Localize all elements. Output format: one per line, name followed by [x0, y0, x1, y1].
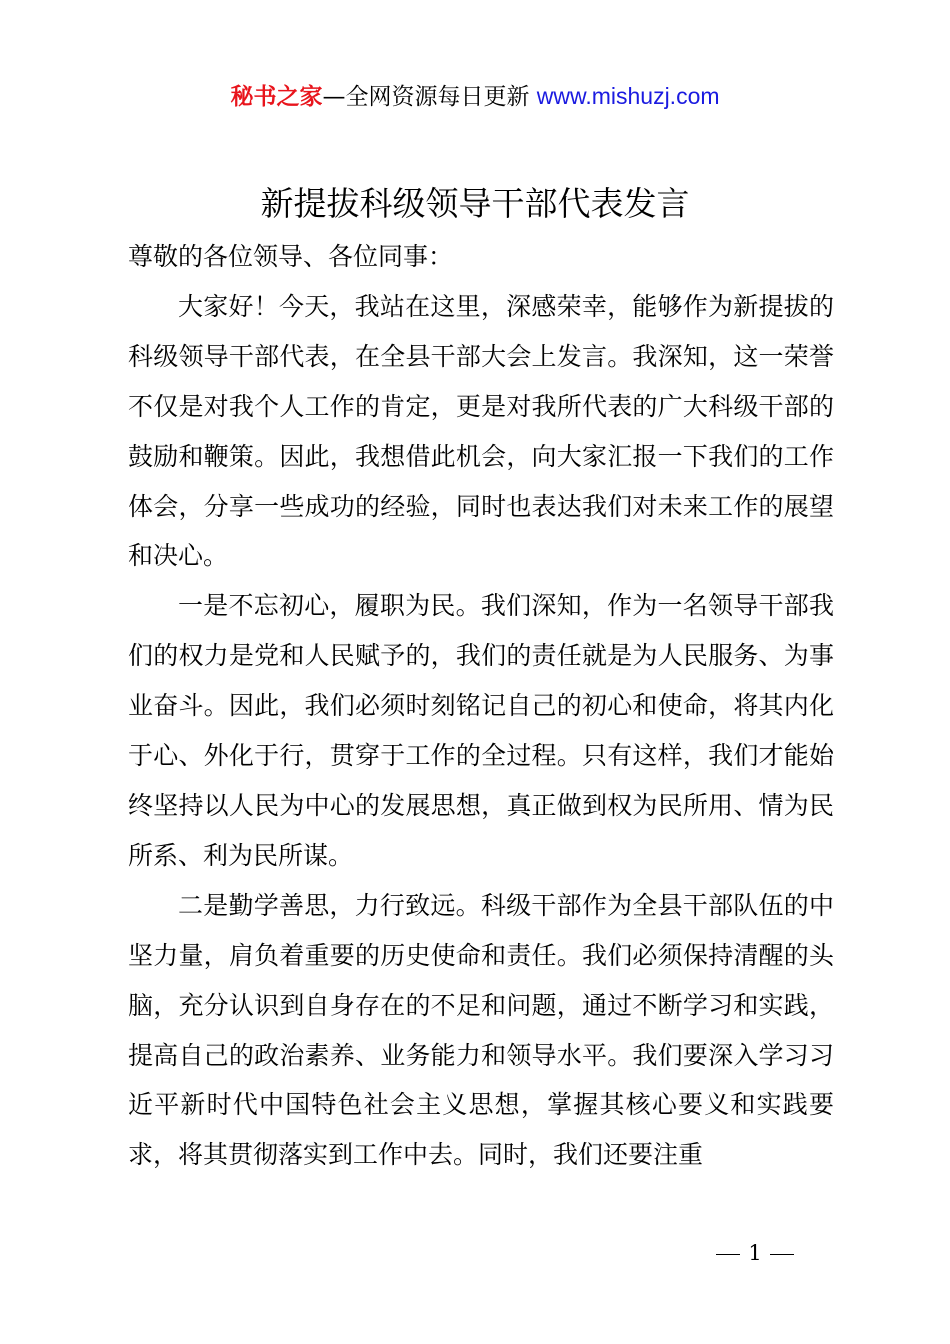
document-body: [128, 232, 834, 1180]
paragraph-3: 二是勤学善思，力行致远。科级干部作为全县干部队伍的中坚力量，肩负着重要的历史使命和责任。我们必须保持清醒的头脑，充分认识到自身存在的不足和问题，通过不断学习和实践，提高自己的政治素养、业务能力和领导水平。我们要深入学习习近平新时代中国特色社会主义思想，掌握其核心要义和实践要求，将其贯彻落实到工作中去。同时，我们还要注重: [128, 890, 834, 1170]
salutation: 尊敬的各位领导、各位同事：: [128, 242, 454, 271]
page-number: 1: [748, 1241, 762, 1265]
site-header: [0, 78, 950, 115]
page-number-footer: [0, 1238, 950, 1268]
brand-name: 秘书之家: [230, 84, 323, 110]
document-title: 新提拔科级领导干部代表发言: [260, 184, 690, 223]
footer-dash-right: [770, 1254, 794, 1255]
paragraph-1: 大家好！今天，我站在这里，深感荣幸，能够作为新提拔的科级领导干部代表，在全县干部大会上发言。我深知，这一荣誉不仅是对我个人工作的肯定，更是对我所代表的广大科级干部的鼓励和鞭策。因此，我想借此机会，向大家汇报一下我们的工作体会，分享一些成功的经验，同时也表达我们对未来工作的展望和决心。: [128, 291, 834, 571]
site-url-link[interactable]: www.mishuzj.com: [536, 83, 720, 109]
header-tagline: —全网资源每日更新: [322, 84, 530, 110]
paragraph-2: 一是不忘初心，履职为民。我们深知，作为一名领导干部我们的权力是党和人民赋予的，我们的责任就是为人民服务、为事业奋斗。因此，我们必须时刻铭记自己的初心和使命，将其内化于心、外化于行，贯穿于工作的全过程。只有这样，我们才能始终坚持以人民为中心的发展思想，真正做到权为民所用、情为民所系、利为民所谋。: [128, 591, 834, 870]
footer-dash-left: [716, 1254, 740, 1255]
